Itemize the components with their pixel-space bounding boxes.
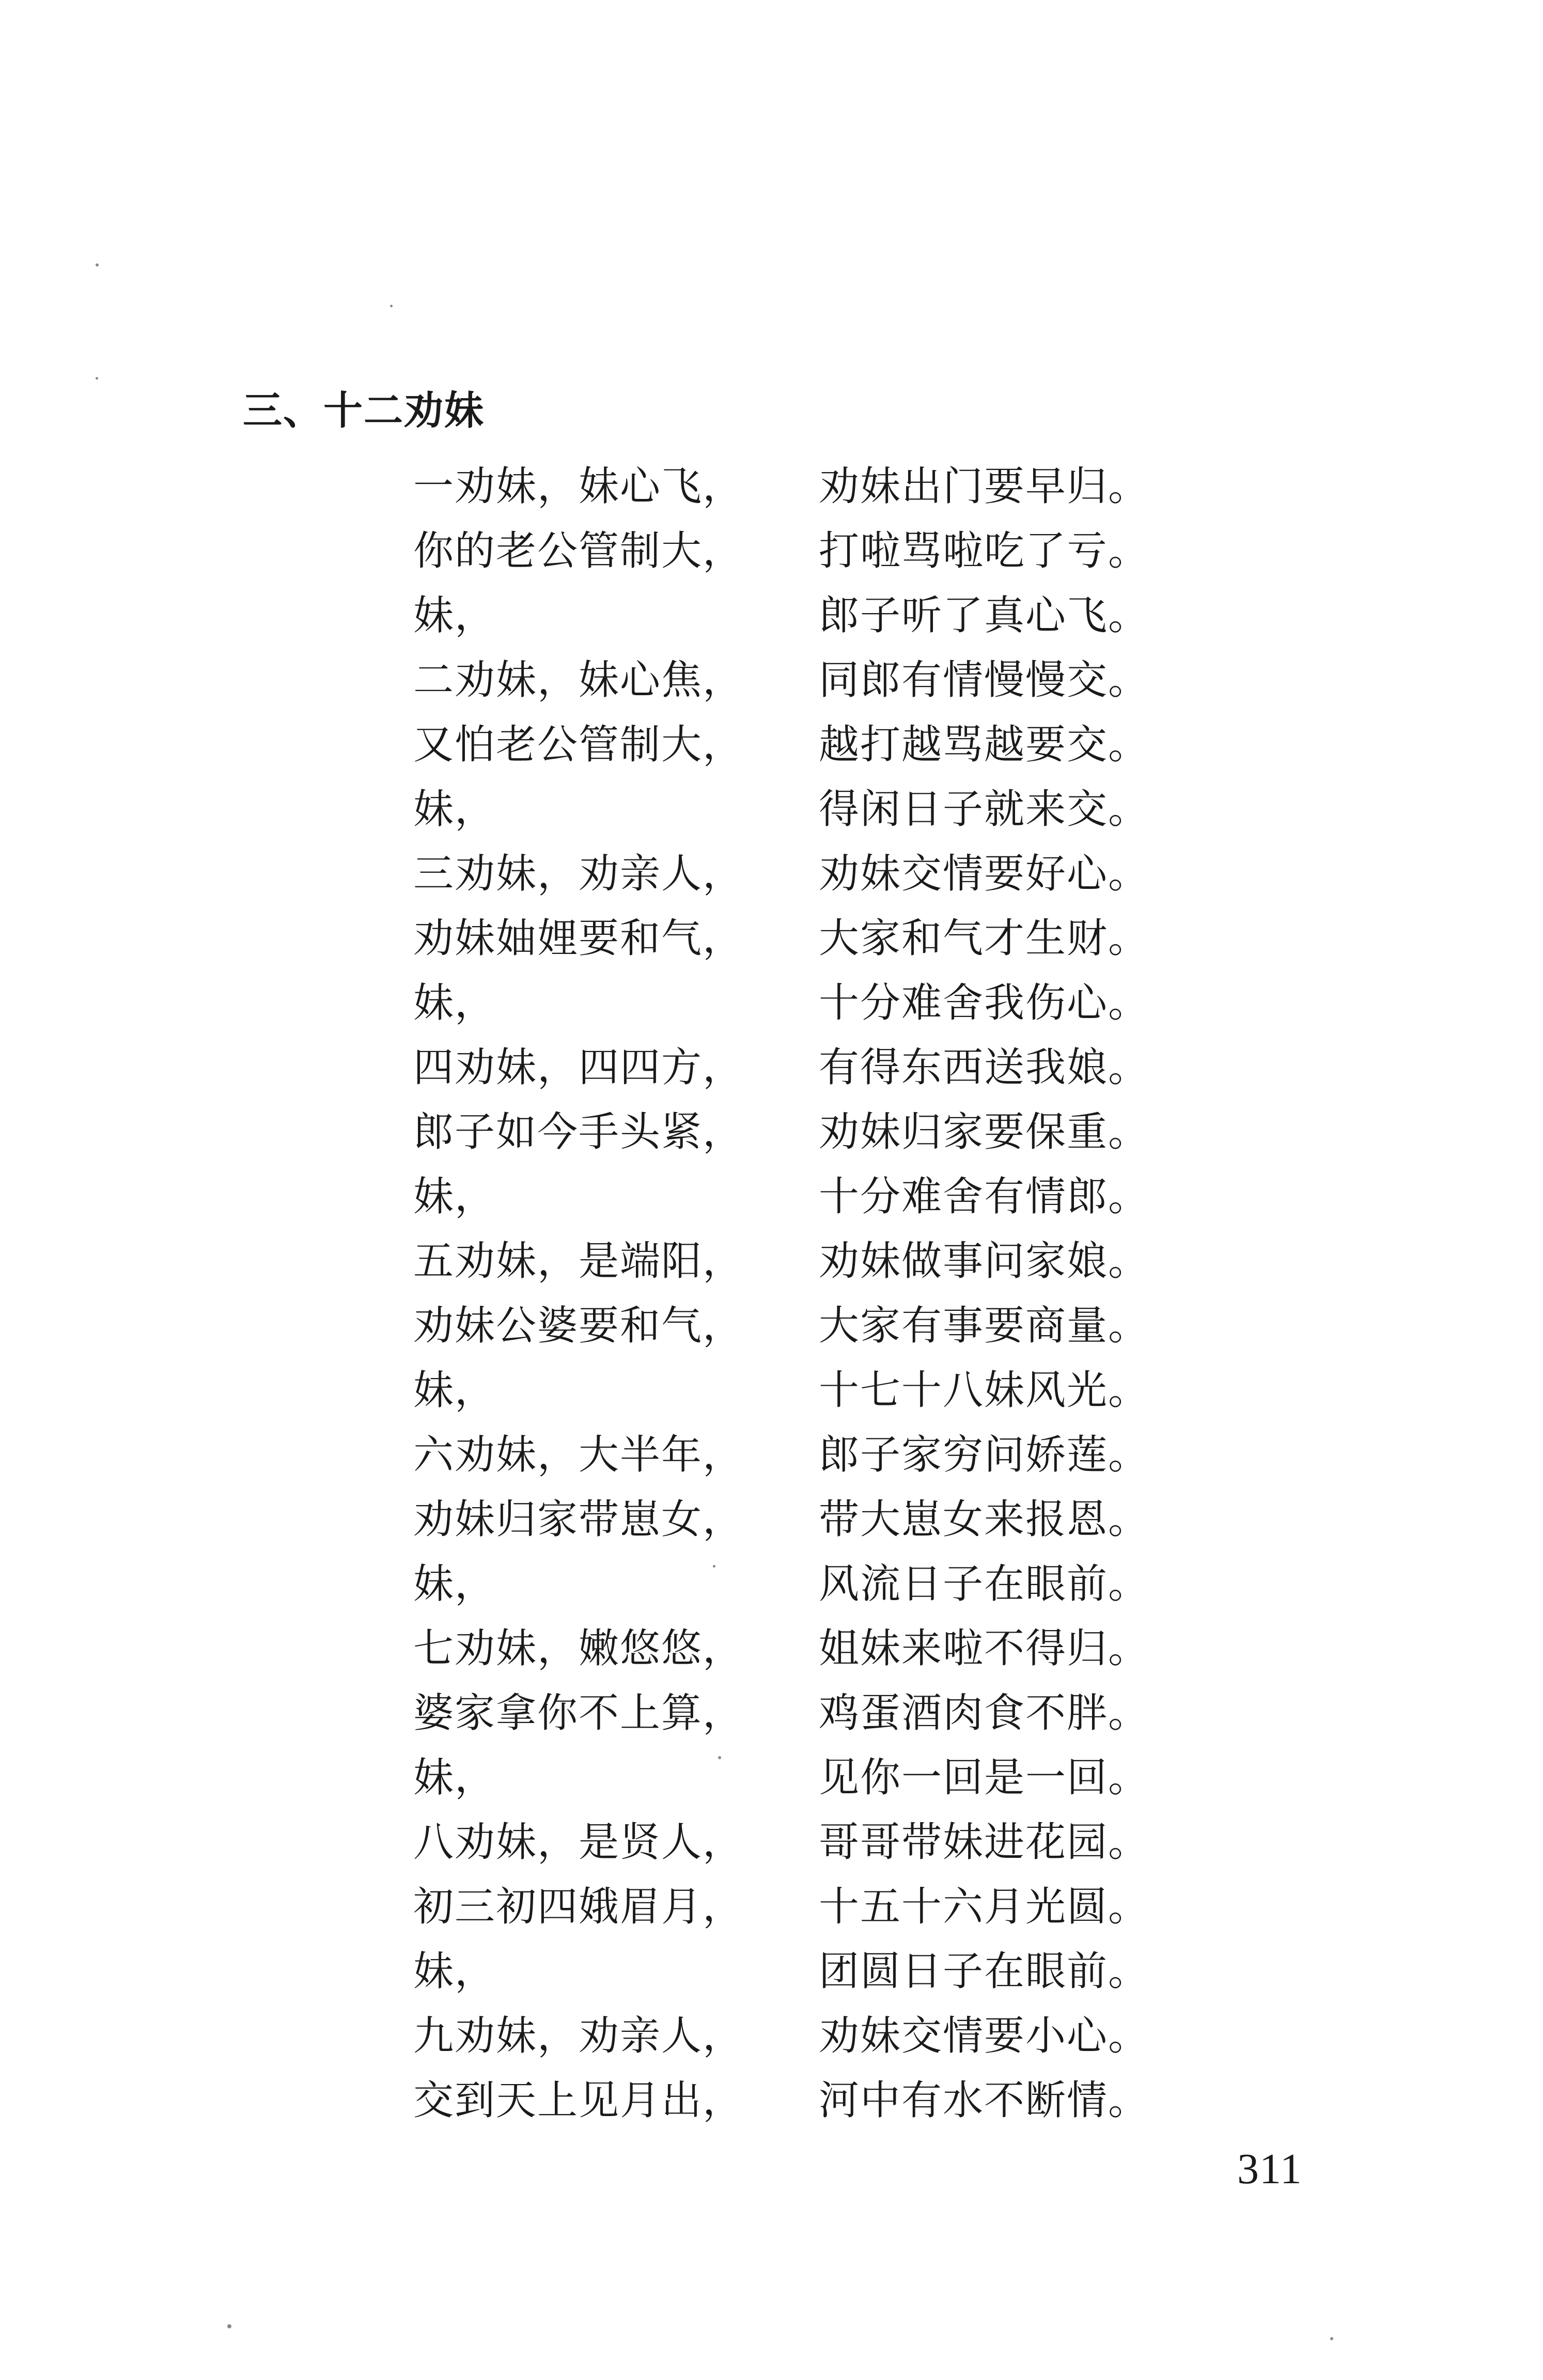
verse-row — [0, 1810, 1543, 1875]
verse-line-left: 八劝妹，是贤人， — [413, 1819, 744, 1866]
verse-line-left: 妹， — [413, 1173, 496, 1220]
verse-row — [0, 713, 1543, 777]
verse-line-left: 七劝妹，嫩悠悠， — [413, 1625, 744, 1672]
verse-line-right: 大家有事要商量。 — [819, 1303, 1150, 1349]
verse-line-right: 鸡蛋酒肉食不胖。 — [819, 1690, 1150, 1736]
verse-line-right: 带大崽女来报恩。 — [819, 1496, 1150, 1543]
verse-row — [0, 1036, 1543, 1100]
verse-line-left: 一劝妹，妹心飞， — [413, 463, 744, 510]
verse-line-left: 劝妹公婆要和气， — [413, 1303, 744, 1349]
verse-line-right: 越打越骂越要交。 — [819, 722, 1150, 768]
verse-line-left: 你的老公管制大， — [413, 528, 744, 574]
verse-line-left: 妹， — [413, 1561, 496, 1607]
verse-line-right: 哥哥带妹进花园。 — [819, 1819, 1150, 1866]
verse-line-right: 大家和气才生财。 — [819, 915, 1150, 962]
verse-line-left: 交到天上见月出， — [413, 2077, 744, 2124]
verse-line-left: 妹， — [413, 1755, 496, 1801]
verse-line-left: 五劝妹，是端阳， — [413, 1238, 744, 1285]
verse-row — [0, 455, 1543, 519]
verse-row — [0, 842, 1543, 906]
verse-block — [0, 455, 1543, 2133]
verse-line-right: 得闲日子就来交。 — [819, 786, 1150, 833]
scan-speck — [227, 2324, 231, 2328]
verse-line-right: 十分难舍有情郎。 — [819, 1173, 1150, 1220]
verse-line-left: 妹， — [413, 980, 496, 1026]
verse-line-right: 郎子听了真心飞。 — [819, 592, 1150, 639]
verse-line-left: 妹， — [413, 1948, 496, 1995]
scan-speck — [390, 305, 393, 307]
scan-speck — [1330, 2337, 1333, 2340]
verse-line-left: 九劝妹，劝亲人， — [413, 2013, 744, 2059]
verse-row — [0, 1358, 1543, 1423]
verse-line-right: 劝妹做事问家娘。 — [819, 1238, 1150, 1285]
verse-row — [0, 906, 1543, 971]
verse-line-left: 三劝妹，劝亲人， — [413, 851, 744, 897]
verse-row — [0, 1681, 1543, 1746]
verse-line-right: 风流日子在眼前。 — [819, 1561, 1150, 1607]
scan-speck — [718, 1756, 721, 1759]
verse-line-right: 团圆日子在眼前。 — [819, 1948, 1150, 1995]
verse-line-right: 劝妹归家要保重。 — [819, 1109, 1150, 1155]
verse-line-left: 妹， — [413, 786, 496, 833]
verse-row — [0, 777, 1543, 842]
verse-line-left: 劝妹归家带崽女， — [413, 1496, 744, 1543]
verse-line-right: 劝妹交情要小心。 — [819, 2013, 1150, 2059]
verse-row — [0, 1939, 1543, 2004]
verse-line-right: 河中有水不断情。 — [819, 2077, 1150, 2124]
verse-line-left: 初三初四娥眉月， — [413, 1884, 744, 1930]
verse-line-right: 打啦骂啦吃了亏。 — [819, 528, 1150, 574]
verse-line-right: 郎子家穷问娇莲。 — [819, 1432, 1150, 1478]
verse-line-left: 妹， — [413, 1367, 496, 1414]
verse-line-left: 又怕老公管制大， — [413, 722, 744, 768]
scan-speck — [96, 263, 99, 267]
verse-row — [0, 1746, 1543, 1810]
section-title: 三、十二劝妹 — [243, 387, 485, 433]
verse-line-right: 见你一回是一回。 — [819, 1755, 1150, 1801]
verse-row — [0, 584, 1543, 648]
verse-line-left: 劝妹妯娌要和气， — [413, 915, 744, 962]
verse-row — [0, 1552, 1543, 1617]
verse-row — [0, 1294, 1543, 1358]
verse-line-left: 郎子如今手头紧， — [413, 1109, 744, 1155]
verse-row — [0, 1488, 1543, 1552]
verse-row — [0, 519, 1543, 584]
verse-line-right: 同郎有情慢慢交。 — [819, 657, 1150, 703]
verse-row — [0, 1100, 1543, 1165]
verse-line-left: 婆家拿你不上算， — [413, 1690, 744, 1736]
verse-row — [0, 2069, 1543, 2133]
verse-line-left: 二劝妹，妹心焦， — [413, 657, 744, 703]
verse-row — [0, 648, 1543, 713]
scan-speck — [713, 1565, 715, 1568]
verse-row — [0, 1165, 1543, 1229]
verse-row — [0, 2004, 1543, 2069]
verse-line-right: 十分难舍我伤心。 — [819, 980, 1150, 1026]
verse-line-left: 四劝妹，四四方， — [413, 1044, 744, 1091]
verse-row — [0, 1229, 1543, 1294]
scan-speck — [96, 377, 98, 380]
verse-line-right: 劝妹出门要早归。 — [819, 463, 1150, 510]
verse-line-right: 有得东西送我娘。 — [819, 1044, 1150, 1091]
verse-line-right: 十五十六月光圆。 — [819, 1884, 1150, 1930]
verse-row — [0, 971, 1543, 1036]
verse-row — [0, 1423, 1543, 1488]
verse-line-left: 六劝妹，大半年， — [413, 1432, 744, 1478]
verse-row — [0, 1875, 1543, 1939]
verse-line-right: 劝妹交情要好心。 — [819, 851, 1150, 897]
verse-line-right: 十七十八妹风光。 — [819, 1367, 1150, 1414]
verse-row — [0, 1617, 1543, 1681]
verse-line-right: 姐妹来啦不得归。 — [819, 1625, 1150, 1672]
verse-line-left: 妹， — [413, 592, 496, 639]
page-number: 311 — [1237, 2145, 1302, 2193]
